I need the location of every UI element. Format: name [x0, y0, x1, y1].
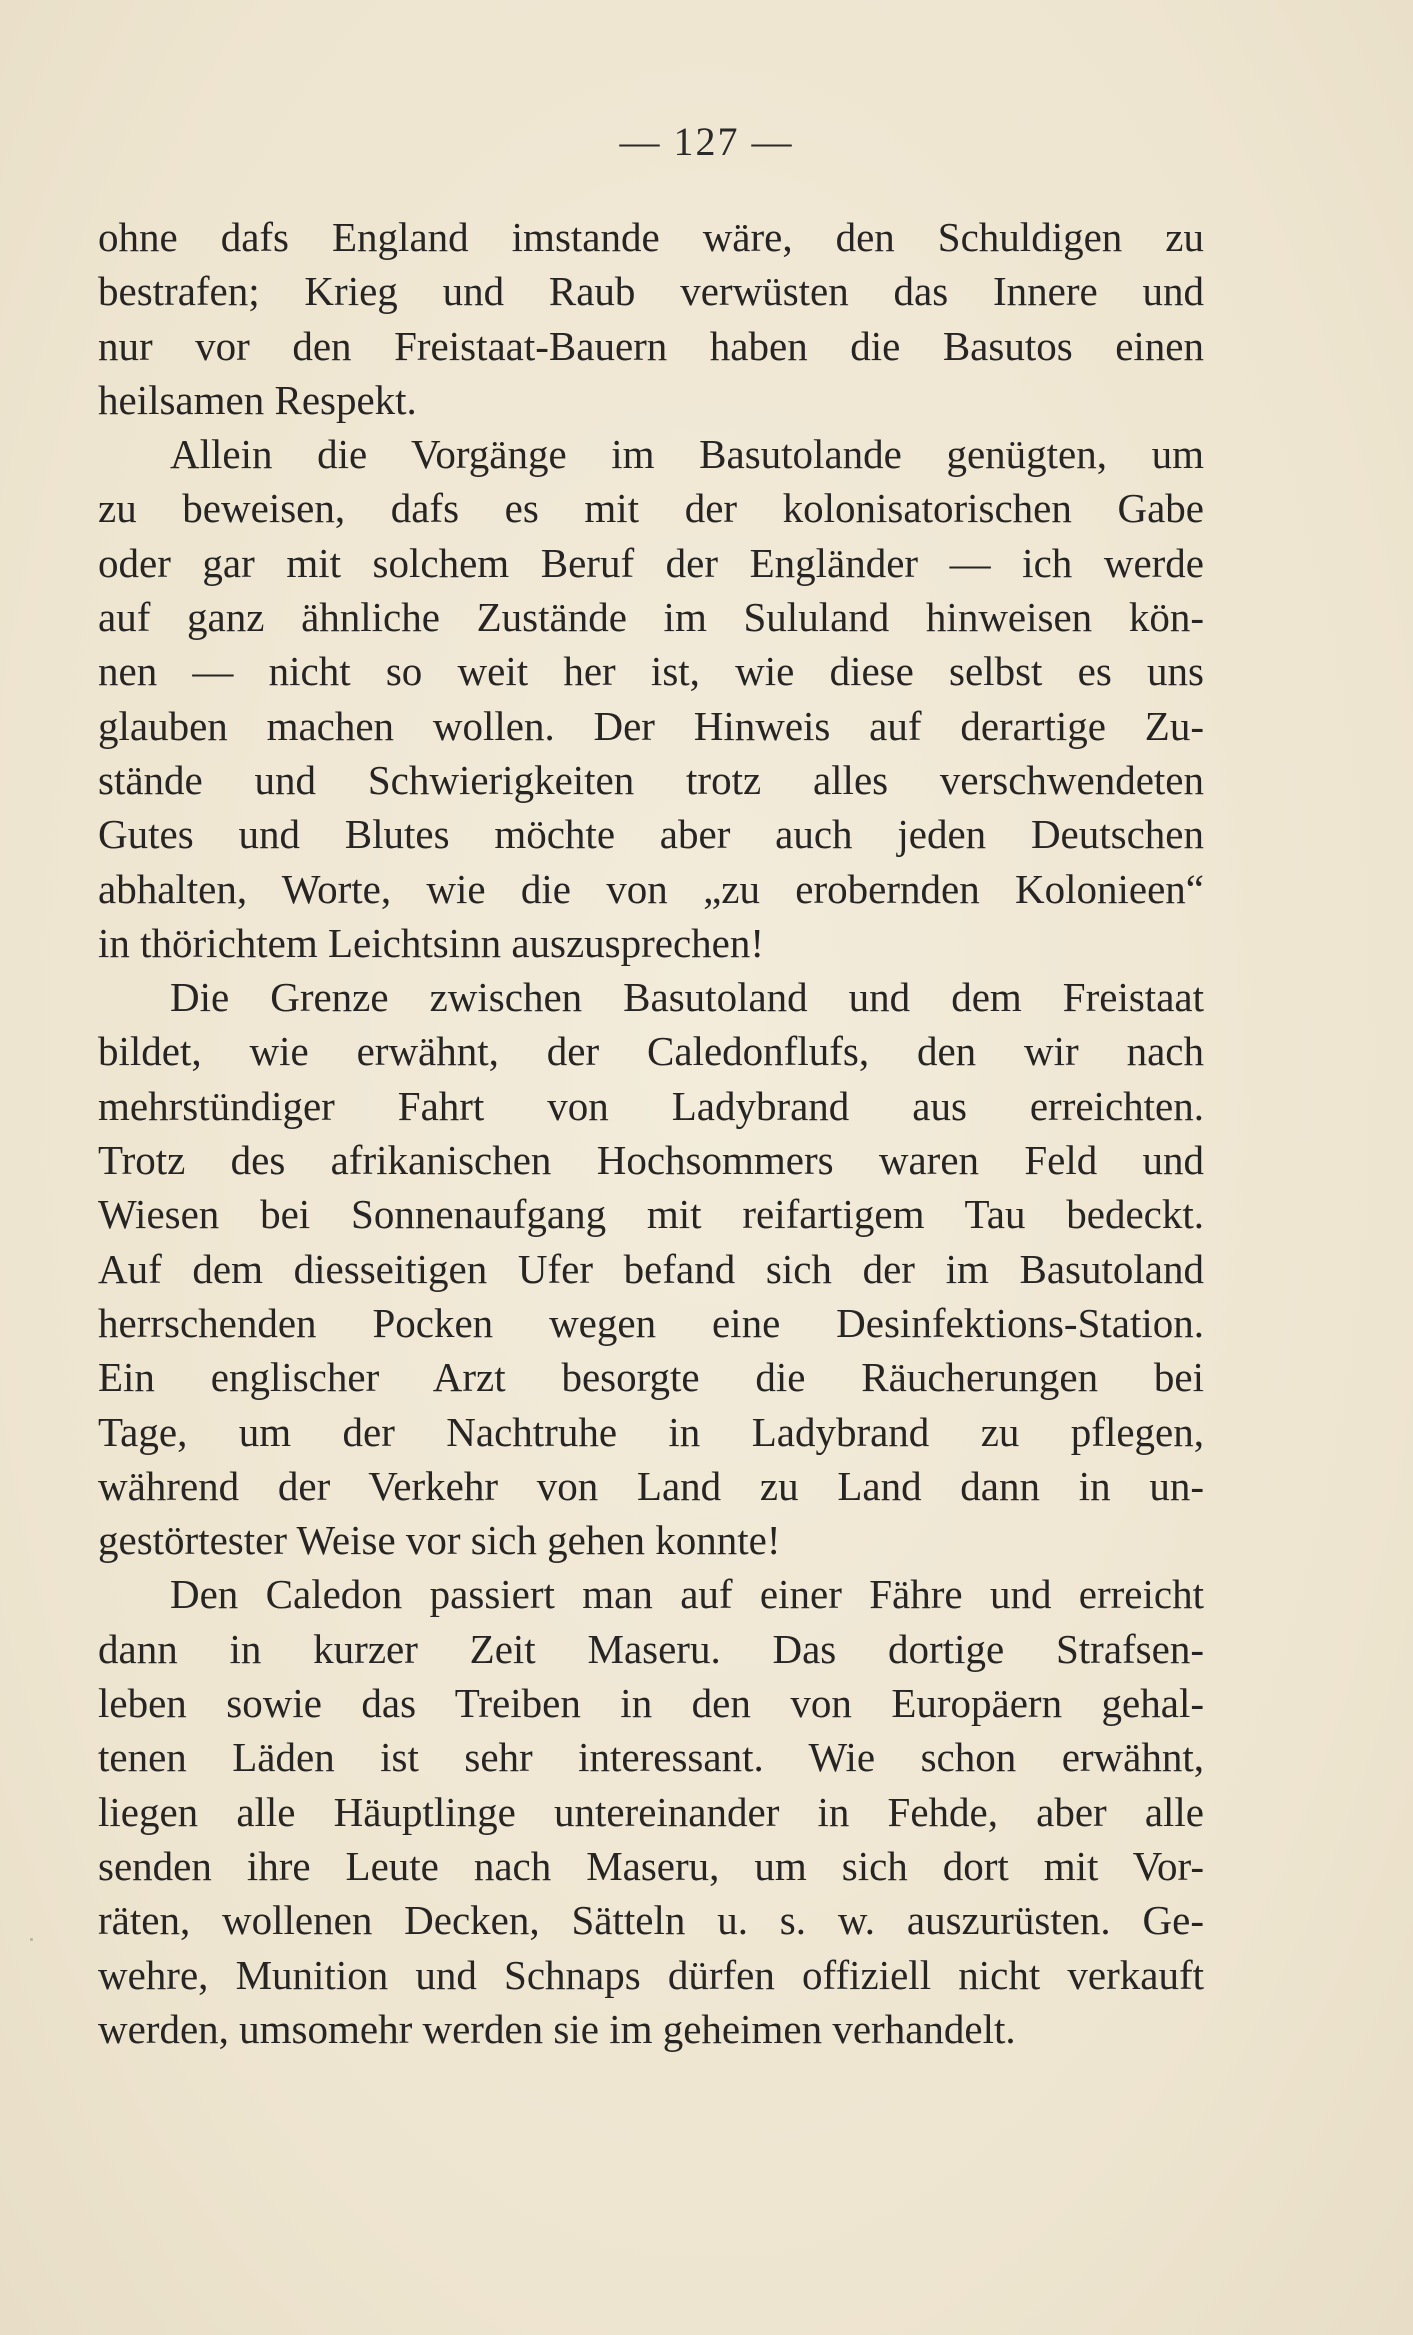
text-line: abhalten, Worte, wie die von „zu erobernden Kolonieen“ [98, 865, 1204, 912]
text-line: auf ganz ähnliche Zustände im Sululand hinweisen kön- [98, 594, 1204, 641]
text-line: während der Verkehr von Land zu Land dann in un- [98, 1462, 1204, 1509]
text-line: räten, wollenen Decken, Sätteln u. s. w. auszurüsten. Ge- [98, 1897, 1204, 1944]
text-line: Auf dem diesseitigen Ufer befand sich der im Basutoland [98, 1245, 1204, 1292]
text-line: Wiesen bei Sonnenaufgang mit reifartigem Tau bedeckt. [98, 1191, 1204, 1238]
text-line: nur vor den Freistaat-Bauern haben die Basutos einen [98, 322, 1204, 369]
body-text [98, 210, 1204, 2056]
text-line: herrschenden Pocken wegen eine Desinfektions-Station. [98, 1299, 1204, 1346]
text-line: Ein englischer Arzt besorgte die Räucherungen bei [98, 1354, 1204, 1401]
text-line: gestörtester Weise vor sich gehen konnte! [98, 1517, 781, 1564]
text-line: Tage, um der Nachtruhe in Ladybrand zu pflegen, [98, 1408, 1204, 1455]
text-line: heilsamen Respekt. [98, 376, 417, 423]
text-line: Allein die Vorgänge im Basutolande genügten, um [170, 431, 1204, 478]
text-line: mehrstündiger Fahrt von Ladybrand aus erreichten. [98, 1082, 1204, 1129]
text-line: wehre, Munition und Schnaps dürfen offiziell nicht verkauft [98, 1951, 1204, 1998]
text-line: ohne dafs England imstande wäre, den Schuldigen zu [98, 214, 1204, 260]
text-line: oder gar mit solchem Beruf der Engländer — ich werde [98, 539, 1204, 586]
text-line: glauben machen wollen. Der Hinweis auf derartige Zu- [98, 702, 1204, 749]
text-line: Gutes und Blutes möchte aber auch jeden Deutschen [98, 811, 1204, 858]
text-line: leben sowie das Treiben in den von Europäern gehal- [98, 1680, 1204, 1727]
text-line: in thörichtem Leichtsinn auszusprechen! [98, 919, 765, 966]
text-line: nen — nicht so weit her ist, wie diese selbst es uns [98, 648, 1204, 695]
page-number: — 127 — [619, 119, 794, 164]
text-line: Die Grenze zwischen Basutoland und dem Freistaat [170, 974, 1204, 1021]
text-line: dann in kurzer Zeit Maseru. Das dortige Strafsen- [98, 1625, 1204, 1672]
text-line: werden, umsomehr werden sie im geheimen verhandelt. [98, 2005, 1016, 2052]
text-line: bildet, wie erwähnt, der Caledonflufs, den wir nach [98, 1028, 1204, 1075]
text-line: liegen alle Häuptlinge untereinander in Fehde, aber alle [98, 1788, 1204, 1835]
text-line: bestrafen; Krieg und Raub verwüsten das Innere und [98, 268, 1204, 315]
paper-speck [30, 1938, 33, 1941]
text-line: Den Caledon passiert man auf einer Fähre und erreicht [170, 1571, 1204, 1618]
text-line: tenen Läden ist sehr interessant. Wie schon erwähnt, [98, 1734, 1204, 1781]
text-line: Trotz des afrikanischen Hochsommers waren Feld und [98, 1137, 1204, 1184]
text-line: stände und Schwierigkeiten trotz alles verschwendeten [98, 756, 1204, 803]
text-line: senden ihre Leute nach Maseru, um sich dort mit Vor- [98, 1842, 1204, 1889]
text-line: zu beweisen, dafs es mit der kolonisatorischen Gabe [98, 485, 1204, 532]
